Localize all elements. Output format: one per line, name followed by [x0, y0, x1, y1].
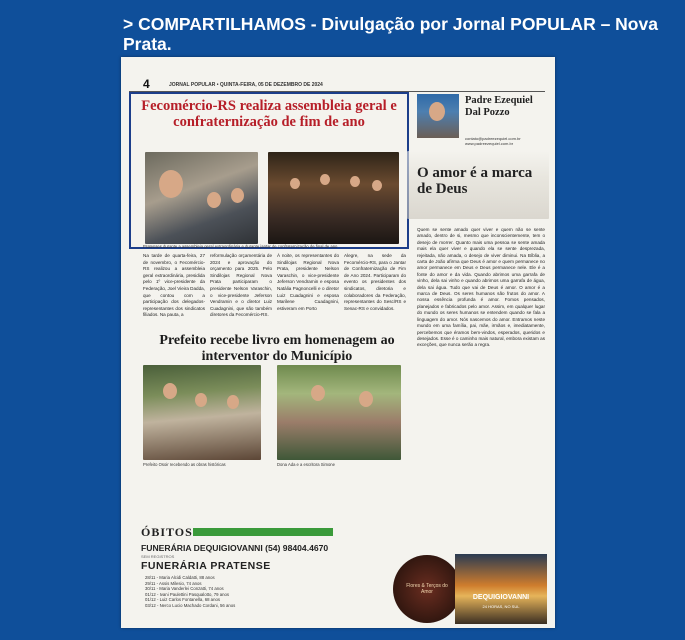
ad-circle: [393, 555, 461, 623]
obituary-list: [145, 575, 235, 609]
masthead-text: JORNAL POPULAR • QUINTA-FEIRA, 05 DE DEZEMBRO DE 2024: [169, 82, 323, 88]
feature-title: Fecomércio-RS realiza assembleia geral e confraternização de fim de ano: [141, 98, 397, 130]
post-headline: > COMPARTILHAMOS - Divulgação por Jornal POPULAR – Nova Prata.: [123, 14, 658, 54]
column-author-box: [413, 92, 549, 158]
ad-funeral-title: DEQUIGIOVANNI: [472, 594, 530, 601]
ad-funeral: [455, 554, 547, 624]
page-number: 4: [143, 77, 150, 91]
obituary-entry: 28/11 - Maria Alcidi Caldatti, 88 anos: [145, 575, 215, 580]
column-body: Quem se sente amado quer viver e quem não se sente amado, dentro de si, mesmo que inconscientemente, tem o desejo de morrer. Quanto mais uma pessoa se sente amada mais ela quer viver e quando ela se sente desprezada, rejeitada, não amada, o desejo de viver diminui. Na Bíblia, a carta de João afirma que Deus é amor e quem permanece no amor permanece em Deus e Deus permanece nele. Ele é a fonte do amor e da vida. Quando abrimos uma garrafa de vinho, dela sai vinho e quando abrimos uma garrafa de água, dela sai água. Tudo que vai de Deus é amor. O amor é a marca de Deus. Os seres humanos são frutos do amor. A nossa essência profunda é amor. Fomos pensados, planejados e fabricados pelo amor. Assim, em qualquer lugar do mundo os seres humanos se entendem quando se fala a linguagem do amor. Nós nascemos do amor. Entramos neste mundo em uma família, pai, mãe, irmãos e, imediatamente, percebemos que éramos bem-vindos, esperados, queridos e desejados. Esse é o caminho mais natural, embora existam as exceções, que nunca serão a regra.: [417, 227, 545, 348]
column-title: O amor é a marca de Deus: [417, 165, 533, 197]
feature-col-2: reformulação orçamentária de 2024 e aprovação do orçamento para 2025. Pelo Sindilojas Regional Nova Prata participaram o presidente Nelson Varaschin, o vice-presidente Jeferson Vendramin e o diretor Luiz Cuadagnini, que são também diretores da Fecomércio-RS.: [210, 253, 272, 318]
obituary-entry: 29/11 - Assis Milesio, 74 anos: [145, 580, 202, 586]
newspaper-page: [121, 57, 555, 628]
obituary-bar: [193, 528, 333, 536]
feature-col-3: À noite, os representantes do Sindilojas Regional Nova Prata, presidente Nelson Varaschin, o vice-presidente Jeferson Vendramin e esposa Natália Pagnoncelli e o diretor Luiz Cuadagnini e esposa Marilene Cuadagnini, estiveram em Porto: [277, 253, 339, 311]
author-contact: contato@padreezequiel.com.br www.padreezequiel.com.br: [465, 136, 521, 146]
author-photo: [417, 94, 459, 138]
second-article-title: Prefeito recebe livro em homenagem ao interventor do Município: [159, 333, 395, 364]
masthead: [129, 79, 545, 92]
second-caption-left: Prefeito Osoir recebendo as obras históricas: [143, 462, 226, 467]
ad-funeral-sub: 24 HORAS, NO SUL: [482, 604, 520, 609]
obituary-title: ÓBITOS: [141, 525, 193, 539]
funeral-home-2: FUNERÁRIA PRATENSE: [141, 560, 271, 572]
obituary-entry: 01/12 - Ivani Paulettini Pasqualotto, 79 anos: [145, 591, 230, 597]
second-caption-right: Dona Ada e a escritora Simone: [277, 462, 335, 467]
obituary-entry: 03/12 - Nerco Lucio Machado Cordani, 56 anos: [145, 602, 236, 608]
second-photo-left: [143, 365, 261, 460]
feature-col-1: Na tarde de quarta-feira, 27 de novembro, o Fecomércio-RS realizou a assembleia geral extraordinária, presidida pelo 1º vice-presidente da Federação, Joel Vieira Dadda, que contou com a participação dos delegados-representantes dos sindicatos filiados. Na pauta, a: [143, 253, 205, 318]
feature-col-4: Alegre, na sede da Fecomércio-RS, para o Jantar de Confraternização de Fim de Ano 2024. Participaram do evento os presidentes dos sindicatos, diretoria e colaboradores da Federação, representantes do Sesc/RS e Senac-RS e convidados.: [344, 253, 406, 311]
funeral-home-1: FUNERÁRIA DEQUIGIOVANNI (54) 98404.4670: [141, 543, 329, 553]
obituary-entry: 30/11 - Maria Vanderlei Conzatti, 74 anos: [145, 586, 224, 592]
feature-caption: Pratenses durante a assembleia geral extraordinária e durante jantar de confraternização de final de ano: [143, 244, 338, 249]
funeral-home-1-sub: SEM REGISTROS: [141, 554, 175, 559]
feature-article-box: [129, 92, 409, 249]
feature-photo-right: [268, 152, 399, 244]
ad-circle-text: Flores & Terços do Amor: [406, 583, 448, 595]
author-name: Padre Ezequiel Dal Pozzo: [465, 95, 533, 118]
feature-photo-left: [145, 152, 258, 244]
obituary-entry: 01/12 - Luiz Carlos Fontanella, 68 anos: [145, 597, 221, 603]
second-photo-right: [277, 365, 401, 460]
